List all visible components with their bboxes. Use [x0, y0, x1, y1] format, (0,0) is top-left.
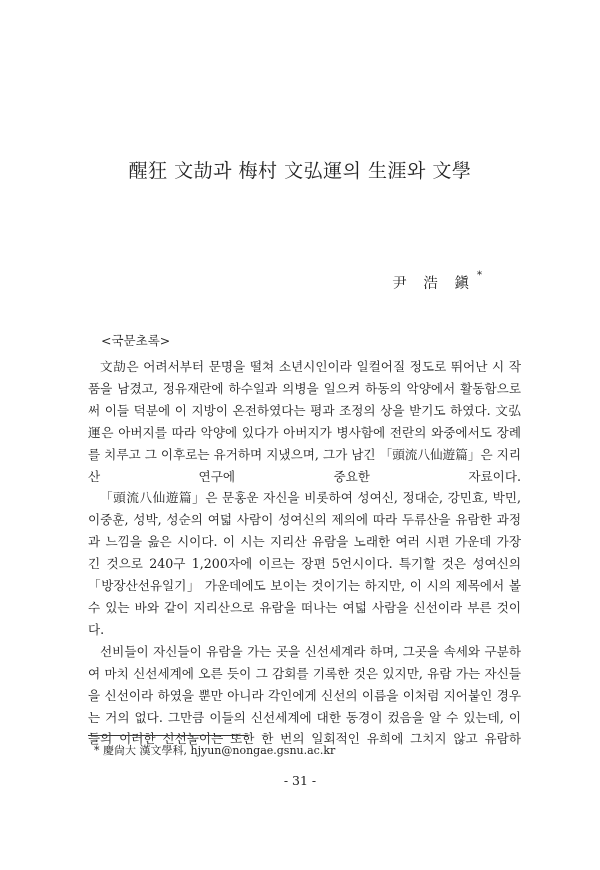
author-line [392, 272, 482, 293]
abstract-paragraph-3: 선비들이 자신들이 유람을 가는 곳을 신선세계라 하며, 그곳을 속세와 구분하여 마치 신선세계에 오른 듯이 그 감회를 기록한 것은 있지만, 유람 가는 자신들을 신선이라 하였을 뿐만 아니라 각인에게 신선의 이름을 이처럼 지어붙인 경우는 거의 없다. 그만큼 이들의 신선세계에 대한 동경이 컸음을 알 수 있는데, 이들의 이러한 신선놀이는 또한 한 번의 일회적인 유희에 그치지 않고 유람하 [88, 643, 521, 747]
abstract-label: <국문초록> [101, 333, 171, 348]
author-footnote-mark: * [477, 270, 482, 281]
abstract-paragraph-1: 文劼은 어려서부터 문명을 떨쳐 소년시인이라 일컬어질 정도로 뛰어난 시 작품을 남겼고, 정유재란에 하수일과 의병을 일으켜 하동의 악양에서 활동함으로써 이들 덕분에 이 지방이 온전하였다는 평과 조정의 상을 받기도 하였다. 文弘運은 아버지를 따라 악양에 있다가 아버지가 병사함에 전란의 와중에서도 장례를 치루고 그 이후로는 유거하며 지냈으며, 그가 남긴 「頭流八仙遊篇」은 지리산 연구에 중요한 자료이다. [88, 359, 521, 484]
footnote-divider [88, 735, 248, 736]
author-name: 尹 浩 鎭 [392, 276, 475, 292]
abstract-paragraph-2: 「頭流八仙遊篇」은 문홍운 자신을 비롯하여 성여신, 정대순, 강민효, 박민, 이중훈, 성박, 성순의 여덟 사람이 성여신의 제의에 따라 두류산을 유람한 과정과 느낌을 읊은 시이다. 이 시는 지리산 유람을 노래한 여러 시편 가운데 가장 긴 것으로 240구 1,200자에 이르는 장편 5언시이다. 특기할 것은 성여신의 「방장산선유일기」 가운데에도 보이는 것이기는 하지만, 이 시의 제목에서 볼 수 있는 바와 같이 지리산으로 유람을 떠나는 여덟 사람을 신선이라 부른 것이다. [88, 490, 521, 637]
author-footnote: * 慶尙大 漢文學科, hjyun@nongae.gsnu.ac.kr [94, 744, 336, 757]
paper-title: 醒狂 文劼과 梅村 文弘運의 生涯와 文學 [128, 160, 472, 182]
abstract-body [88, 356, 521, 750]
page-number: - 31 - [283, 773, 317, 788]
